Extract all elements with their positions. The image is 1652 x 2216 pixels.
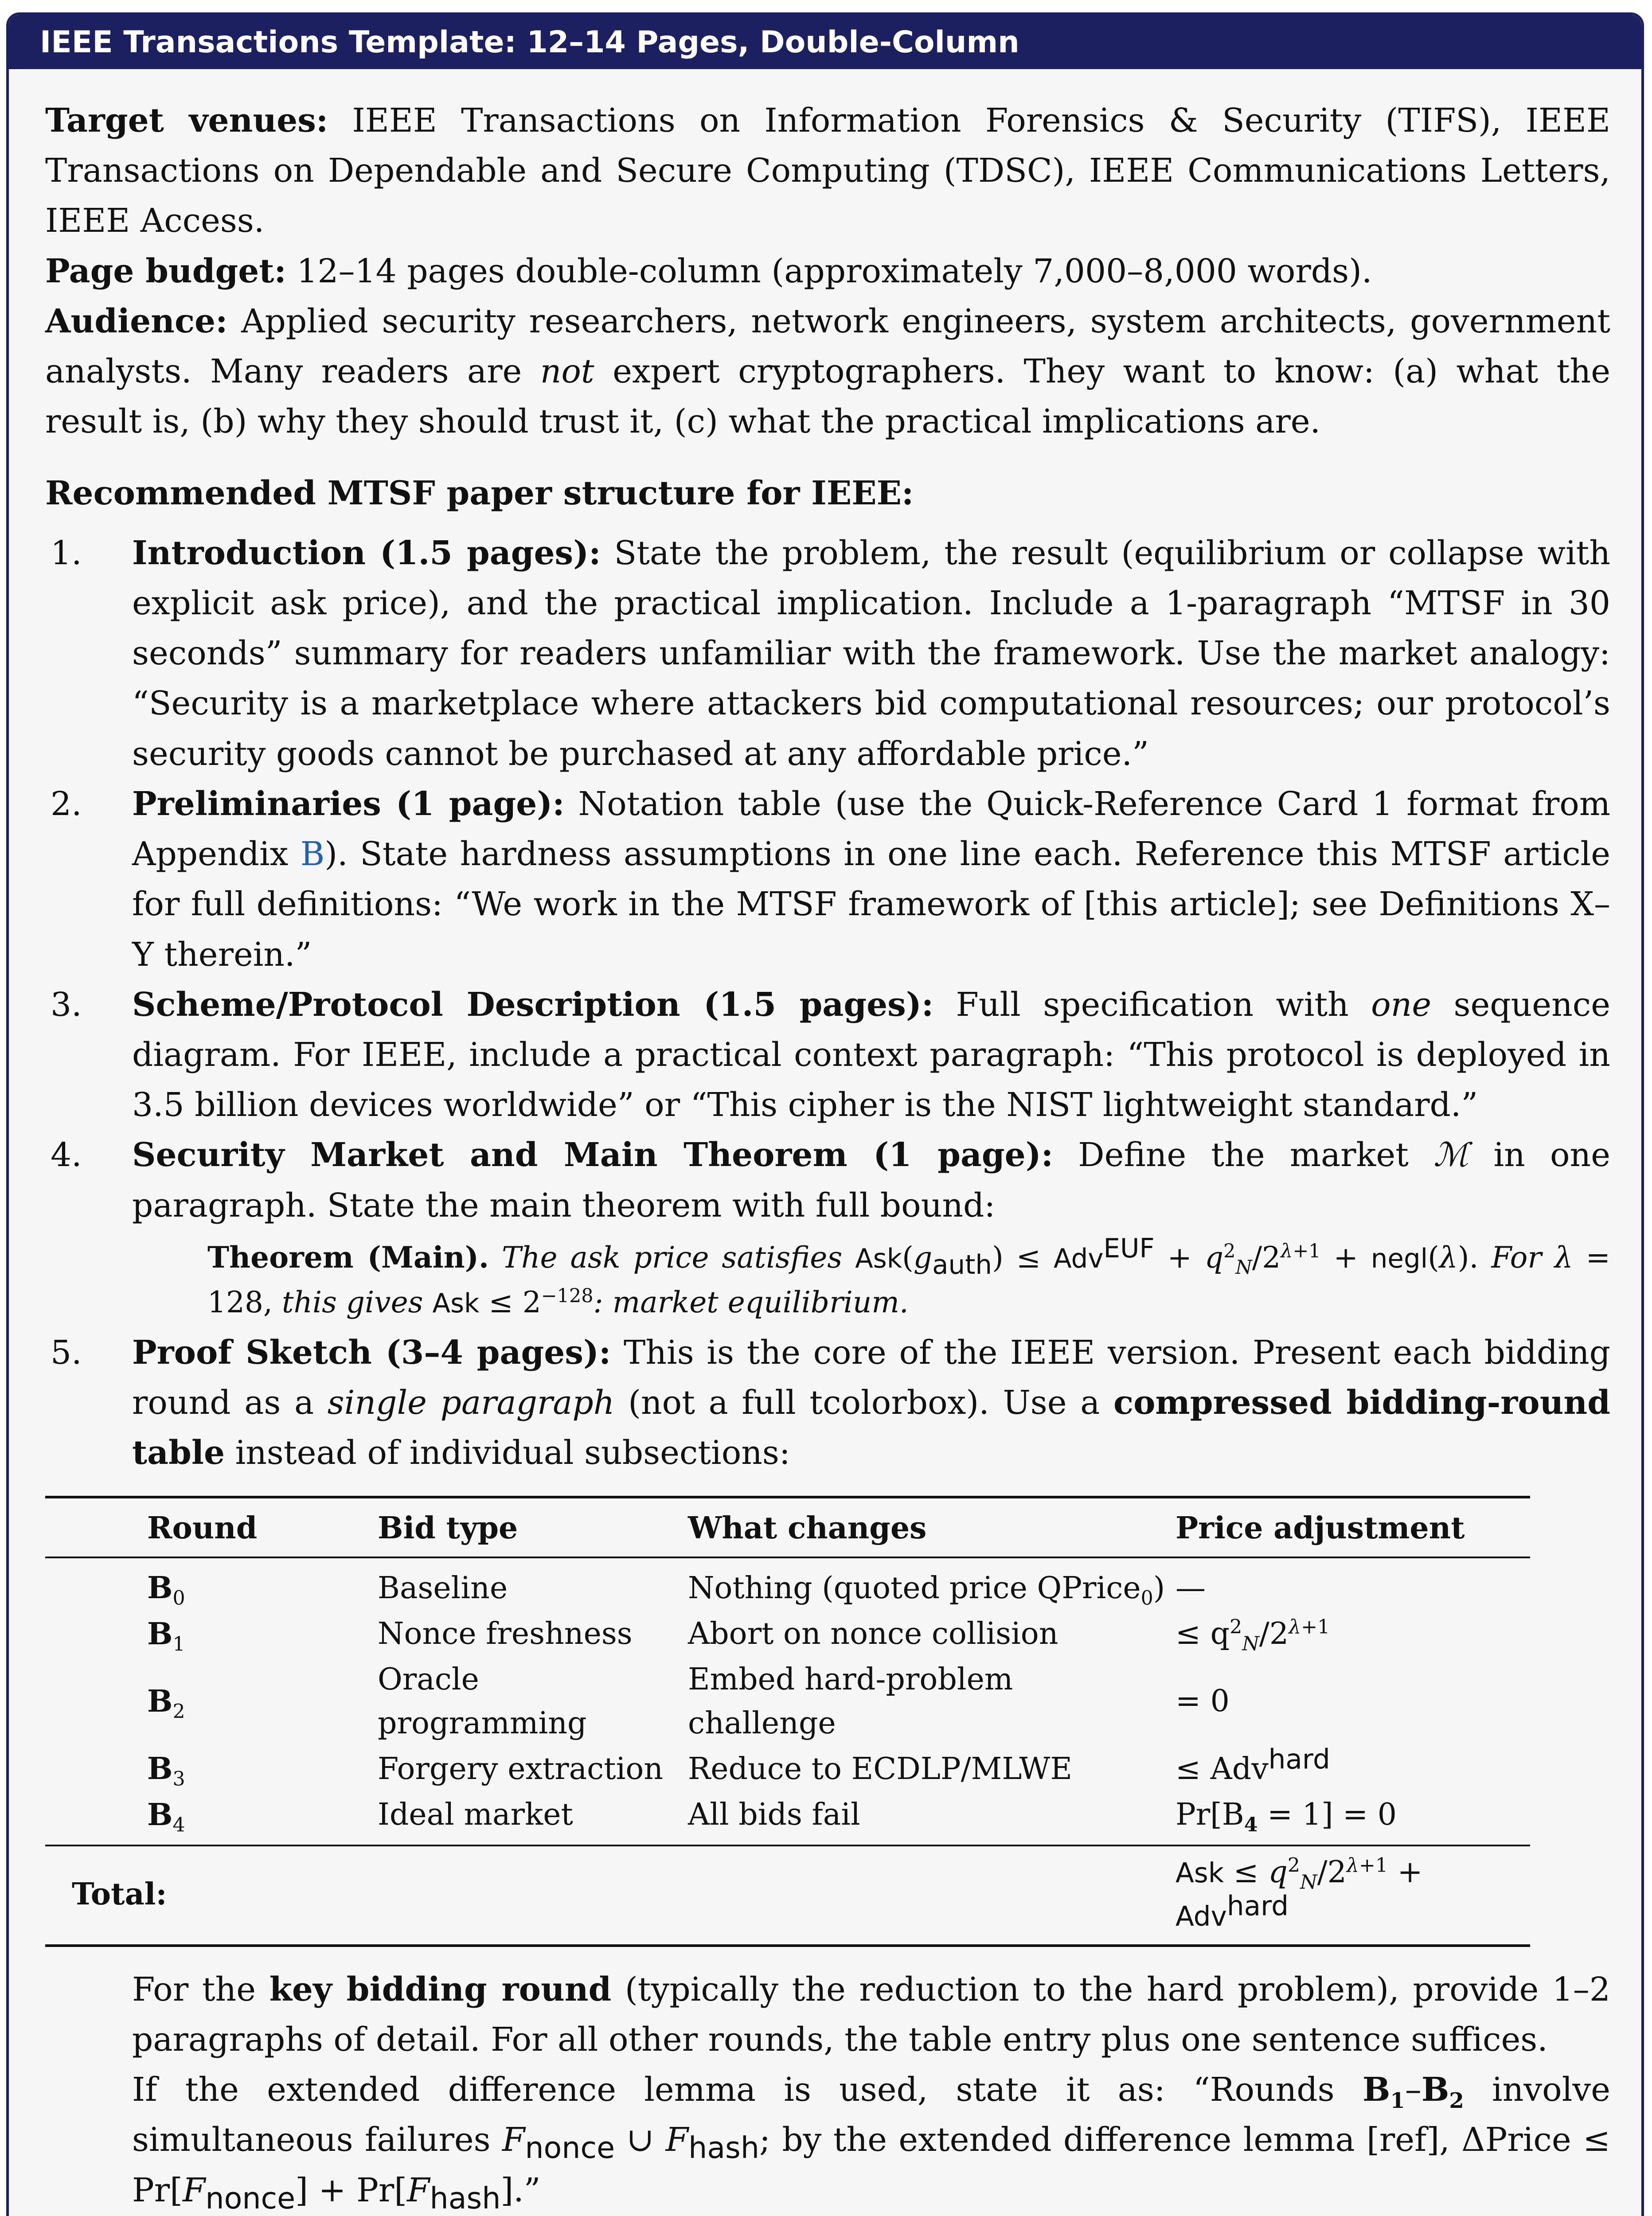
col-header-round: Round — [45, 1497, 373, 1557]
audience-not: not — [540, 352, 594, 391]
price-cell: ≤ Adv$^{hard}$ — [1176, 1744, 1330, 1787]
table-row — [45, 1557, 1530, 1611]
audience-label: Audience: — [45, 302, 228, 340]
total-price: Ask ≤ $q^2_N/2^{\lambda+1} + Adv^{hard}$ — [1171, 1845, 1530, 1946]
col-header-price-adjustment: Price adjustment — [1171, 1497, 1530, 1557]
table-header-row — [45, 1497, 1530, 1557]
item-number: 5. — [51, 1333, 82, 1372]
item-label: Introduction (1.5 pages): — [132, 534, 601, 572]
changes-cell: Abort on nonce collision — [688, 1616, 1058, 1652]
bidding-round-table — [45, 1496, 1530, 1947]
item-number: 3. — [51, 985, 82, 1024]
table-row — [45, 1792, 1530, 1845]
difference-lemma-paragraph: If the extended difference lemma is used, state it as: “Rounds $B_1-B_2$ involve simultaneous failures $F_{nonce}$ ∪ $F_{hash}$; by the extended difference lemma [ref], ΔPrice ≤ $Pr[F_{nonce}] + Pr[F_{hash}]$.” — [132, 2071, 1610, 2216]
item-text: in one paragraph. State the main theorem with full bound: — [132, 1136, 1610, 1225]
bid-type-cell: Oracle programming — [378, 1662, 587, 1741]
venues-paragraph — [45, 96, 1610, 447]
table-row — [45, 1746, 1530, 1792]
main-theorem — [207, 1235, 1610, 1325]
structure-list — [45, 528, 1610, 1479]
box-content — [9, 69, 1641, 2216]
col-header-bid-type: Bid type — [373, 1497, 683, 1557]
item-text: (not a full tcolorbox). Use a — [628, 1383, 1100, 1422]
market-symbol: ℳ — [1433, 1136, 1469, 1174]
item-text: This is the core of the IEEE version. Present each bidding round as a — [132, 1333, 1610, 1422]
proof-sketch-continuation — [45, 1965, 1610, 2216]
item-label: Proof Sketch (3–4 pages): — [132, 1333, 611, 1372]
item-text: ). State hardness assumptions in one line each. Reference this MTSF article for full definitions: “We work in the MTSF framework of [this article]; see Definitions X–Y therein.” — [132, 835, 1610, 974]
box-title: IEEE Transactions Template: 12–14 Pages, Double-Column — [9, 15, 1641, 69]
item-emphasis: single paragraph — [327, 1383, 615, 1422]
theorem-lambda: λ = 128, — [207, 1240, 1610, 1319]
round-cell: $B_1$ — [147, 1616, 185, 1656]
item-text: instead of individual subsections: — [235, 1434, 790, 1472]
item-number: 2. — [51, 784, 82, 823]
theorem-text: : market equilibrium. — [593, 1285, 909, 1319]
changes-cell: Nothing (quoted price QPrice$_0$) — [688, 1570, 1165, 1610]
round-cell: $B_0$ — [147, 1570, 185, 1610]
list-item — [45, 1328, 1610, 1479]
item-emphasis: one — [1371, 985, 1432, 1024]
bid-type-cell: Ideal market — [378, 1797, 573, 1833]
list-item — [45, 1130, 1610, 1325]
item-number: 4. — [51, 1136, 82, 1174]
item-label: Security Market and Main Theorem (1 page): — [132, 1136, 1054, 1174]
round-cell: $B_4$ — [147, 1797, 185, 1837]
item-number: 1. — [51, 534, 82, 572]
budget-label: Page budget: — [45, 252, 286, 290]
item-text: Define the market — [1078, 1136, 1409, 1174]
list-item — [45, 779, 1610, 980]
theorem-text: The ask price satisfies — [501, 1240, 843, 1275]
changes-cell: Embed hard-problem challenge — [688, 1662, 1013, 1741]
list-item — [45, 528, 1610, 779]
audience-text-2: expert cryptographers. They want to know: (a) what the result is, (b) why they should trust it, (c) what the practical implications are. — [45, 352, 1610, 441]
bid-type-cell: Baseline — [378, 1570, 508, 1606]
venues-text: IEEE Transactions on Information Forensics & Security (TIFS), IEEE Transactions on Dependable and Secure Computing (TDSC), IEEE Communications Letters, IEEE Access. — [45, 101, 1610, 240]
theorem-text: For — [1491, 1240, 1542, 1275]
theorem-text: this gives — [281, 1285, 423, 1319]
item-text: sequence diagram. For IEEE, include a practical context paragraph: “This protocol is deployed in 3.5 billion devices worldwide” or “This cipher is the NIST lightweight standard.” — [132, 985, 1610, 1124]
appendix-link[interactable]: B — [300, 835, 325, 874]
item-label: Scheme/Protocol Description (1.5 pages): — [132, 985, 934, 1024]
budget-text: 12–14 pages double-column (approximately 7,000–8,000 words). — [297, 252, 1372, 290]
key-round-bold: key bidding round — [269, 1970, 612, 2009]
col-header-what-changes: What changes — [683, 1497, 1171, 1557]
item-bold: compressed bidding-round table — [132, 1383, 1610, 1472]
list-item — [45, 980, 1610, 1131]
theorem-label: Theorem (Main). — [207, 1240, 489, 1275]
theorem-bound: Ask ≤ $2^{-128}$ — [432, 1284, 594, 1319]
bid-type-cell: Nonce freshness — [378, 1616, 633, 1652]
table-row — [45, 1611, 1530, 1658]
key-round-paragraph: For the key bidding round (typically the reduction to the hard problem), provide 1–2 paragraphs of detail. For all other rounds, the table entry plus one sentence suffices. — [132, 1970, 1611, 2059]
price-cell: = 0 — [1176, 1684, 1230, 1719]
price-cell: — — [1176, 1570, 1206, 1606]
audience-text-1: Applied security researchers, network engineers, system architects, government analysts. Many readers are — [45, 302, 1610, 391]
round-cell: $B_3$ — [147, 1751, 185, 1791]
item-label: Preliminaries (1 page): — [132, 784, 565, 823]
changes-cell: All bids fail — [688, 1797, 860, 1833]
venues-label: Target venues: — [45, 101, 328, 140]
item-text: Full specification with — [956, 985, 1349, 1024]
changes-cell: Reduce to ECDLP/MLWE — [688, 1751, 1072, 1787]
bid-type-cell: Forgery extraction — [378, 1751, 664, 1787]
item-text: Notation table (use the Quick-Reference Card 1 format from Appendix — [132, 784, 1611, 874]
template-box — [6, 12, 1644, 2216]
structure-heading: Recommended MTSF paper structure for IEEE: — [45, 474, 914, 512]
price-cell: ≤ $q^2_N/2^{\lambda+1}$ — [1176, 1615, 1330, 1655]
table-row — [45, 1657, 1530, 1746]
table-total-row — [45, 1845, 1530, 1946]
total-label: Total: — [45, 1845, 1171, 1946]
price-cell: $Pr[B_4 = 1] = 0$ — [1176, 1797, 1397, 1837]
theorem-formula: $Ask(g_{auth}) \le Adv^{EUF} + q^2_N/2^{\lambda+1}$ + negl(λ). — [855, 1233, 1479, 1280]
round-cell: $B_2$ — [147, 1683, 185, 1723]
item-text: State the problem, the result (equilibrium or collapse with explicit ask price), and the practical implication. Include a 1-paragraph “MTSF in 30 seconds” summary for readers unfamiliar with the framework. Use the market analogy: “Security is a marketplace where attackers bid computational resources; our protocol’s security goods cannot be purchased at any affordable price.” — [132, 534, 1611, 773]
